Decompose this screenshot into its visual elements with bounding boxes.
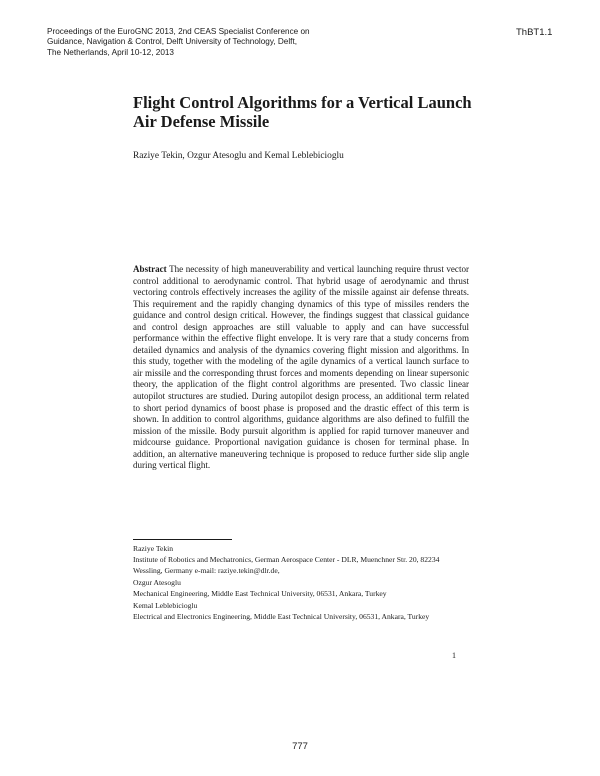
proceedings-line: Proceedings of the EuroGNC 2013, 2nd CEAS Specialist Conference on [47,27,310,36]
page-number: 1 [452,651,456,660]
affiliation-name: Kemal Leblebicioglu [133,601,198,610]
abstract-label: Abstract [133,264,167,274]
affiliation-text: Institute of Robotics and Mechatronics, German Aerospace Center - DLR, Muenchner Str. 20, 82234 Wessling, Germany e-mail: raziye.tekin@dlr.de, [133,555,440,575]
abstract-body: The necessity of high maneuverability and vertical launching require thrust vector control additional to aerodynamic control. That hybrid usage of aerodynamic and thrust vectoring controls effectively increases the agility of the missile against air defense threats. This requirement and the rapidly changing dynamics of this type of missiles renders the guidance and control design critical. However, the findings suggest that classical guidance and control design approaches are still valuable to apply and can have successful performance within the effective flight envelope. It is very rare that a study concerns from detailed dynamics and analysis of the dynamics covering flight mission and algorithms. In this study, together with the modeling of the agile dynamics of a vertical launch surface to air missile and the corresponding thrust forces and moments depending on linear supersonic theory, the application of the flight control algorithms are presented. Two classic linear autopilot structures are studied. During autopilot design process, an additional term related to short period dynamics of boost phase is proposed and the drastic effect of this term is shown. In addition to control algorithms, guidance algorithms are also defined to fulfill the mission of the missile. Body pursuit algorithm is applied for rapid turnover maneuver and midcourse guidance. Proportional navigation guidance is chosen for terminal phase. In addition, an alternative maneuvering technique is proposed to reduce further side slip angle during vertical flight. [133,264,469,471]
abstract [133,264,469,472]
author-list: Raziye Tekin, Ozgur Atesoglu and Kemal Leblebicioglu [133,151,344,161]
affiliation-name: Ozgur Atesoglu [133,578,181,587]
affiliation-text: Mechanical Engineering, Middle East Technical University, 06531, Ankara, Turkey [133,589,387,598]
affiliation [133,600,469,622]
session-code: ThBT1.1 [516,27,553,38]
affiliation [133,543,469,576]
footnote-rule [133,539,232,540]
proceedings-line: Guidance, Navigation & Control, Delft University of Technology, Delft, [47,37,297,47]
proceedings-line: The Netherlands, April 10-12, 2013 [47,47,174,57]
paper-title [133,93,473,131]
affiliation [133,577,469,599]
proceedings-header [47,27,347,58]
title-line: Air Defense Missile [133,112,270,131]
affiliation-text: Electrical and Electronics Engineering, Middle East Technical University, 06531, Ankara, Turkey [133,612,430,621]
proceedings-page-number: 777 [292,741,308,752]
affiliation-name: Raziye Tekin [133,544,174,553]
title-line: Flight Control Algorithms for a Vertical Launch [133,93,472,112]
affiliations [133,543,469,623]
